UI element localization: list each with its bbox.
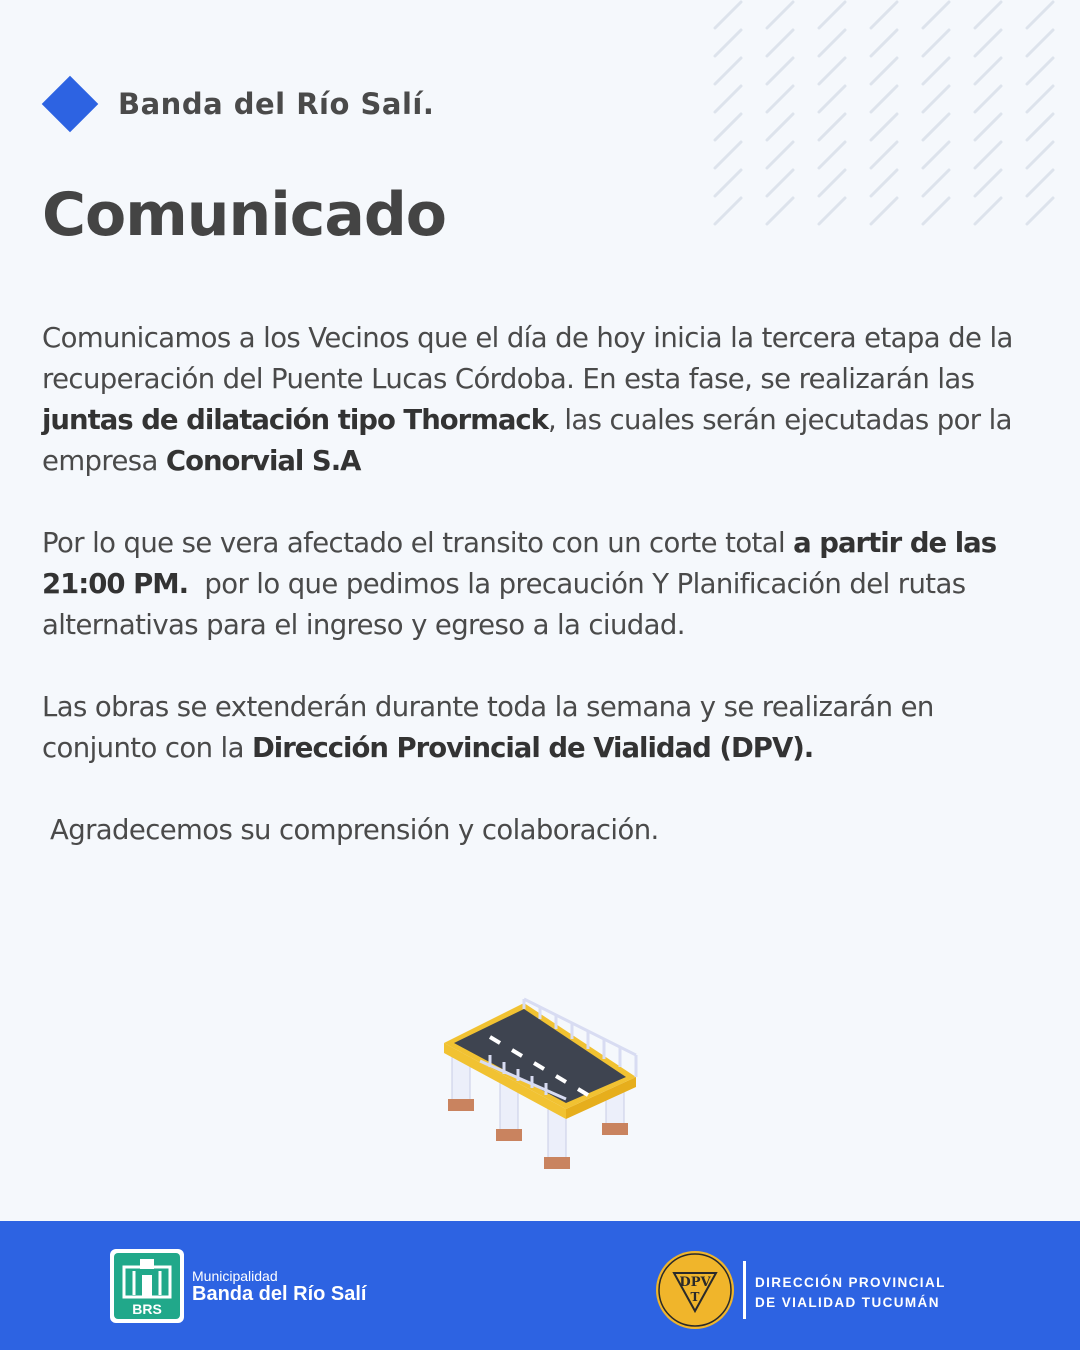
paragraph-1 [42, 318, 1022, 482]
stripe-line [767, 114, 793, 140]
stripe-line [975, 2, 1001, 28]
stripe-line [871, 114, 897, 140]
p3-bold-dpv: Dirección Provincial de Vialidad (DPV). [251, 732, 814, 764]
p3-text-a: Las obras se extenderán durante toda la semana y se realizarán en conjunto con la [42, 691, 934, 764]
svg-text:DPV: DPV [679, 1275, 711, 1290]
stripe-line [715, 142, 741, 168]
stripe-line [871, 198, 897, 224]
stripe-line [871, 58, 897, 84]
paragraph-thanks: Agradecemos su comprensión y colaboración. [50, 814, 659, 846]
stripe-line [767, 198, 793, 224]
stripe-line [923, 58, 949, 84]
municipality-label: Municipalidad [192, 1268, 278, 1284]
dpv-name-line2: DE VIALIDAD TUCUMÁN [755, 1295, 940, 1310]
paragraph-2 [42, 523, 1022, 646]
stripe-line [715, 2, 741, 28]
stripe-line [871, 170, 897, 196]
stripe-line [715, 114, 741, 140]
stripe-line [871, 86, 897, 112]
stripe-line [819, 198, 845, 224]
svg-text:T: T [690, 1290, 700, 1304]
page-title: Comunicado [42, 180, 446, 250]
stripe-line [1027, 170, 1053, 196]
stripe-line [715, 170, 741, 196]
announcement-body [42, 318, 1022, 892]
dpv-name [755, 1273, 946, 1313]
stripe-line [819, 2, 845, 28]
dpv-name-line1: DIRECCIÓN PROVINCIAL [755, 1275, 946, 1290]
p2-text-c: por lo que pedimos la precaución Y Planificación del rutas alternativas para el ingreso y egreso a la ciudad. [42, 568, 974, 641]
p2-bold-time: a partir de las 21:00 PM. [42, 527, 997, 600]
diagonal-stripes-decoration [710, 0, 1080, 235]
stripe-line [767, 58, 793, 84]
brs-logo-text: BRS [132, 1301, 162, 1317]
stripe-line [1027, 2, 1053, 28]
p2-text-a: Por lo que se vera afectado el transito con un corte total [42, 527, 794, 559]
stripe-line [819, 86, 845, 112]
brs-building-icon [114, 1255, 180, 1301]
stripe-line [871, 2, 897, 28]
stripe-line [923, 86, 949, 112]
stripe-line [1027, 142, 1053, 168]
footer-divider [743, 1261, 746, 1319]
stripe-line [819, 142, 845, 168]
brand-header [42, 76, 434, 132]
stripe-line [1027, 86, 1053, 112]
brand-name: Banda del Río Salí. [118, 87, 435, 121]
stripe-line [975, 198, 1001, 224]
p1-bold-company: Conorvial S.A [165, 445, 361, 477]
stripe-line [923, 2, 949, 28]
stripe-line [871, 142, 897, 168]
stripe-line [1027, 114, 1053, 140]
footer-bar [0, 1221, 1080, 1350]
p1-bold-works: juntas de dilatación tipo Thormack [42, 404, 549, 436]
stripe-line [819, 114, 845, 140]
stripe-line [923, 114, 949, 140]
stripe-line [975, 114, 1001, 140]
stripe-line [975, 30, 1001, 56]
p1-text-c: , las cuales serán ejecutadas por la empresa [42, 404, 1012, 477]
stripe-line [871, 30, 897, 56]
stripe-line [819, 30, 845, 56]
stripe-line [1027, 198, 1053, 224]
stripe-line [975, 58, 1001, 84]
municipality-name [192, 1269, 366, 1305]
stripe-line [767, 142, 793, 168]
stripe-line [715, 58, 741, 84]
bridge-illustration [440, 995, 645, 1175]
stripe-line [1027, 58, 1053, 84]
stripe-line [923, 142, 949, 168]
stripe-line [767, 2, 793, 28]
diamond-icon [42, 76, 99, 133]
stripe-line [975, 142, 1001, 168]
dpv-logo [656, 1251, 734, 1329]
dpv-emblem-icon [656, 1251, 734, 1329]
municipality-title: Banda del Río Salí [192, 1283, 367, 1305]
stripe-line [923, 30, 949, 56]
stripe-line [767, 170, 793, 196]
stripe-line [819, 170, 845, 196]
stripe-line [819, 58, 845, 84]
stripe-line [715, 198, 741, 224]
brs-logo-mark [114, 1253, 180, 1319]
p1-text-a: Comunicamos a los Vecinos que el día de hoy inicia la tercera etapa de la recuperación del Puente Lucas Córdoba. En esta fase, se realizarán las [42, 322, 1013, 395]
stripe-line [715, 30, 741, 56]
stripe-line [975, 170, 1001, 196]
stripe-line [767, 86, 793, 112]
stripe-line [767, 30, 793, 56]
stripe-line [975, 86, 1001, 112]
stripe-line [1027, 30, 1053, 56]
stripe-line [923, 170, 949, 196]
brs-logo [110, 1249, 184, 1323]
stripe-line [923, 198, 949, 224]
stripe-line [715, 86, 741, 112]
paragraph-3 [42, 687, 1022, 769]
